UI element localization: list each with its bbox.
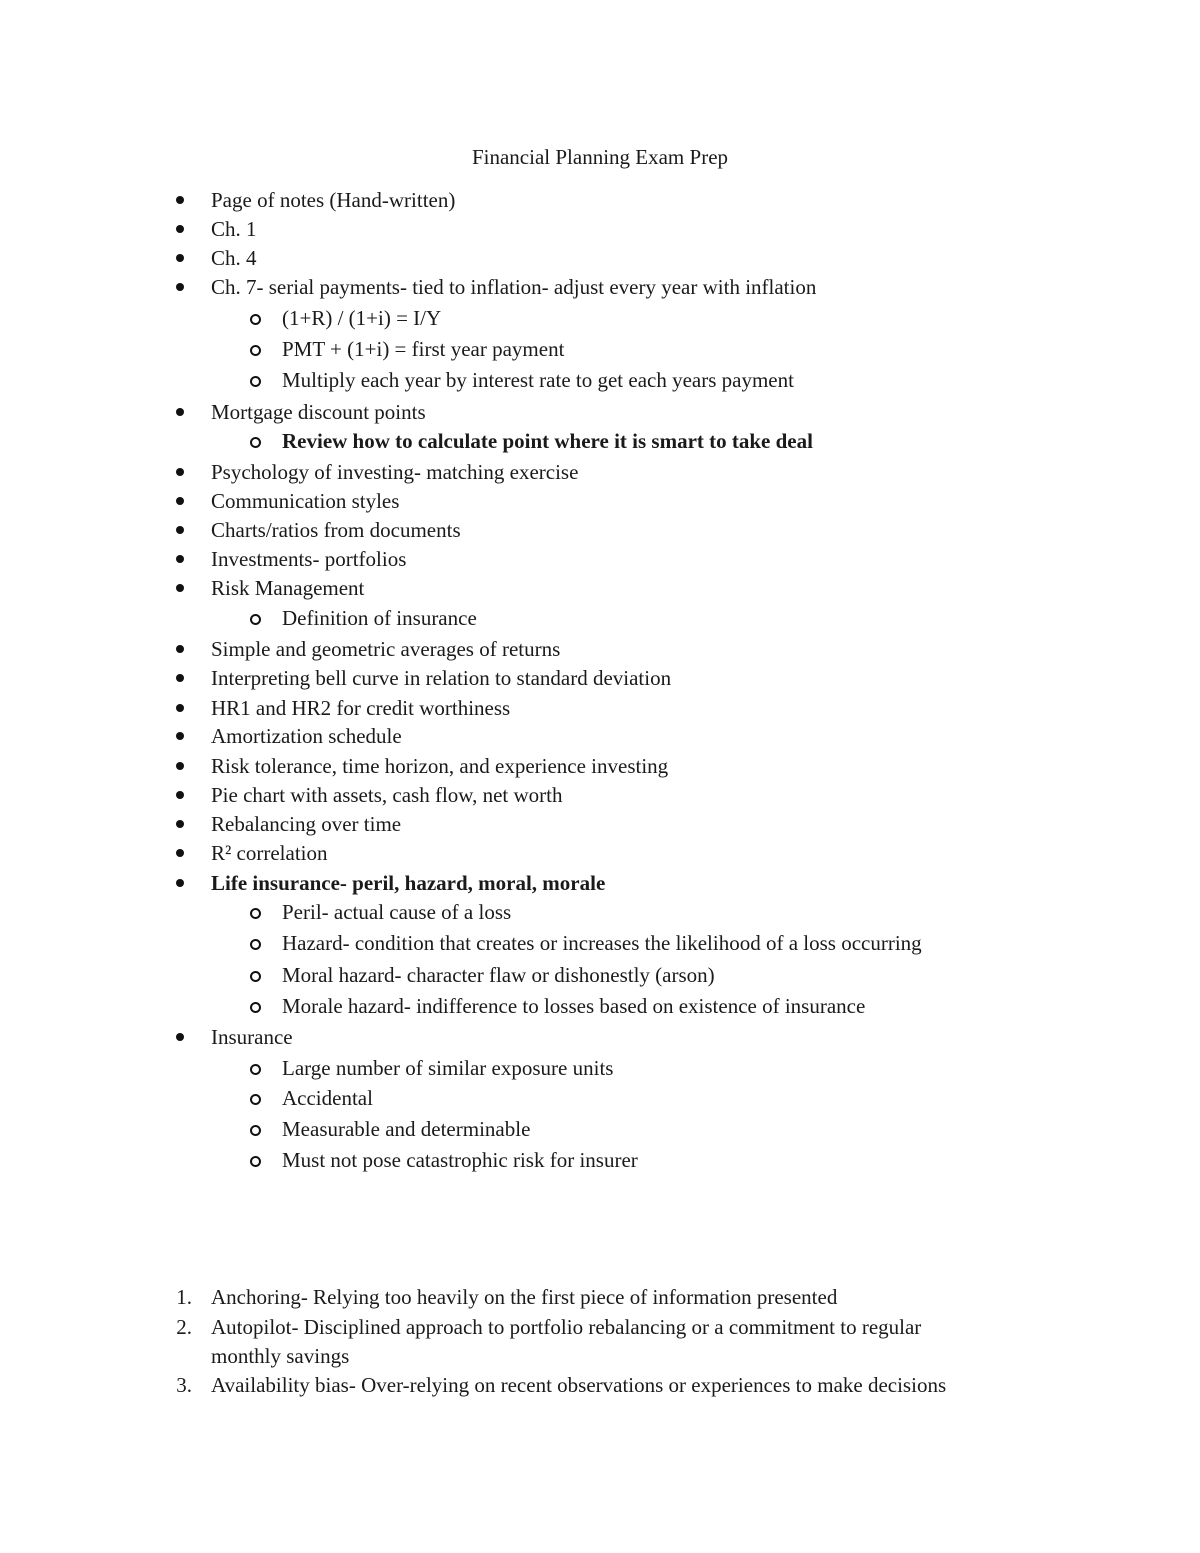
sub-list-item: Hazard- condition that creates or increases the likelihood of a loss occurring [282, 931, 922, 955]
numbered-item-line: Availability bias- Over-relying on recent observations or experiences to make decisions [211, 1373, 947, 1397]
disc-bullet-icon [176, 254, 184, 262]
disc-bullet-icon [176, 1033, 184, 1041]
disc-bullet-icon [176, 732, 184, 740]
disc-bullet-icon [176, 196, 184, 204]
list-item: Psychology of investing- matching exercise [211, 460, 579, 484]
list-item: Rebalancing over time [211, 812, 402, 836]
list-item: Pie chart with assets, cash flow, net worth [211, 783, 563, 807]
list-item: Simple and geometric averages of returns [211, 637, 561, 661]
circle-bullet-icon [250, 939, 261, 950]
circle-bullet-icon [250, 1064, 261, 1075]
list-item: Ch. 1 [211, 217, 257, 241]
circle-bullet-icon [250, 1156, 261, 1167]
disc-bullet-icon [176, 526, 184, 534]
sub-list-item: PMT + (1+i) = first year payment [282, 337, 565, 361]
list-item: Mortgage discount points [211, 400, 426, 424]
list-number: 1. [176, 1285, 192, 1309]
disc-bullet-icon [176, 762, 184, 770]
list-item: Page of notes (Hand-written) [211, 188, 456, 212]
page-title: Financial Planning Exam Prep [471, 145, 729, 169]
numbered-item-line: monthly savings [211, 1344, 350, 1368]
sub-list-item: Multiply each year by interest rate to get each years payment [282, 368, 794, 392]
circle-bullet-icon [250, 908, 261, 919]
list-item: Risk Management [211, 576, 365, 600]
disc-bullet-icon [176, 283, 184, 291]
circle-bullet-icon [250, 345, 261, 356]
disc-bullet-icon [176, 849, 184, 857]
sub-list-item: Review how to calculate point where it is smart to take deal [282, 429, 813, 453]
disc-bullet-icon [176, 408, 184, 416]
circle-bullet-icon [250, 614, 261, 625]
sub-list-item: Definition of insurance [282, 606, 477, 630]
list-item: R² correlation [211, 841, 328, 865]
disc-bullet-icon [176, 791, 184, 799]
list-item: Risk tolerance, time horizon, and experience investing [211, 754, 669, 778]
list-item: Ch. 4 [211, 246, 257, 270]
disc-bullet-icon [176, 674, 184, 682]
circle-bullet-icon [250, 314, 261, 325]
circle-bullet-icon [250, 376, 261, 387]
list-item: HR1 and HR2 for credit worthiness [211, 696, 511, 720]
list-item: Insurance [211, 1025, 293, 1049]
circle-bullet-icon [250, 1094, 261, 1105]
circle-bullet-icon [250, 971, 261, 982]
sub-list-item: Measurable and determinable [282, 1117, 531, 1141]
circle-bullet-icon [250, 437, 261, 448]
sub-list-item: Moral hazard- character flaw or dishonestly (arson) [282, 963, 715, 987]
disc-bullet-icon [176, 468, 184, 476]
sub-list-item: Peril- actual cause of a loss [282, 900, 512, 924]
circle-bullet-icon [250, 1002, 261, 1013]
numbered-item-line: Anchoring- Relying too heavily on the first piece of information presented [211, 1285, 838, 1309]
disc-bullet-icon [176, 879, 184, 887]
disc-bullet-icon [176, 497, 184, 505]
list-item: Amortization schedule [211, 724, 402, 748]
disc-bullet-icon [176, 820, 184, 828]
list-number: 2. [176, 1315, 192, 1339]
sub-list-item: (1+R) / (1+i) = I/Y [282, 306, 442, 330]
disc-bullet-icon [176, 225, 184, 233]
numbered-item-line: Autopilot- Disciplined approach to portfolio rebalancing or a commitment to regular [211, 1315, 922, 1339]
circle-bullet-icon [250, 1125, 261, 1136]
list-item: Life insurance- peril, hazard, moral, morale [211, 871, 606, 895]
list-item: Ch. 7- serial payments- tied to inflation- adjust every year with inflation [211, 275, 817, 299]
sub-list-item: Large number of similar exposure units [282, 1056, 614, 1080]
list-item: Communication styles [211, 489, 400, 513]
sub-list-item: Morale hazard- indifference to losses based on existence of insurance [282, 994, 866, 1018]
list-item: Charts/ratios from documents [211, 518, 461, 542]
sub-list-item: Accidental [282, 1086, 373, 1110]
disc-bullet-icon [176, 645, 184, 653]
list-item: Investments- portfolios [211, 547, 407, 571]
sub-list-item: Must not pose catastrophic risk for insurer [282, 1148, 638, 1172]
list-item: Interpreting bell curve in relation to standard deviation [211, 666, 672, 690]
list-number: 3. [176, 1373, 192, 1397]
disc-bullet-icon [176, 584, 184, 592]
disc-bullet-icon [176, 555, 184, 563]
disc-bullet-icon [176, 704, 184, 712]
